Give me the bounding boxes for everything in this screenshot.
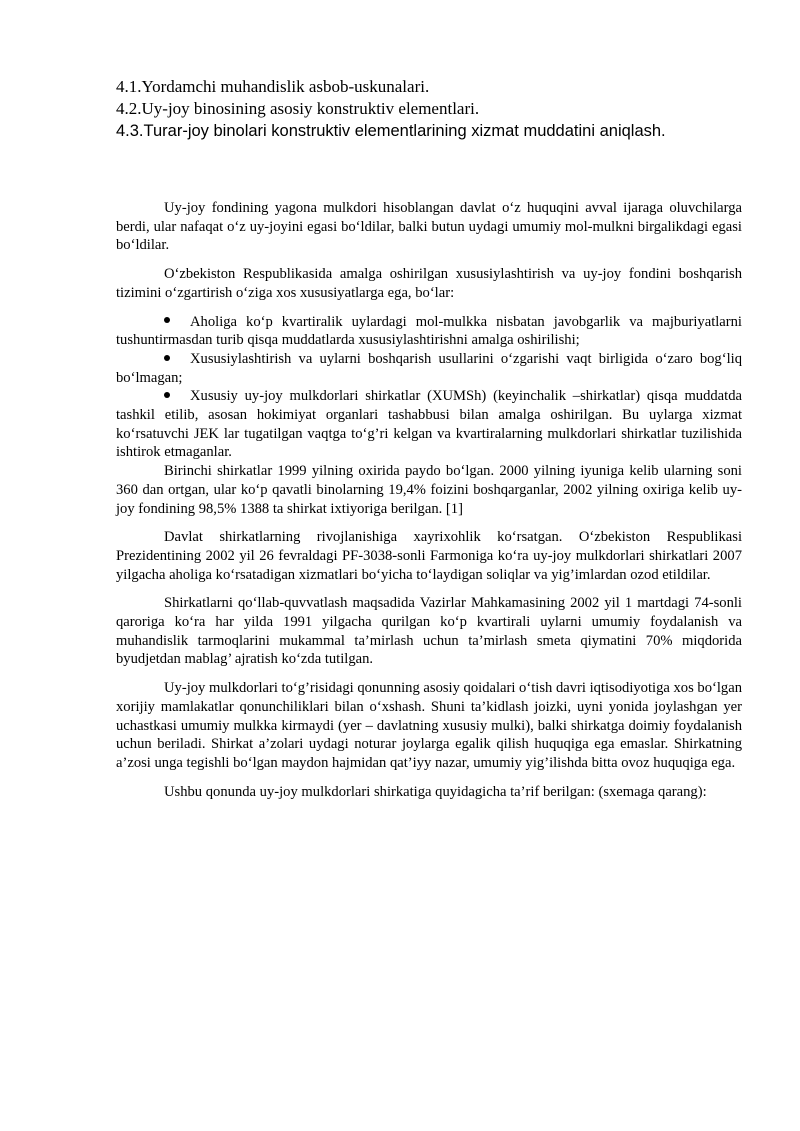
paragraph-6: Uy-joy mulkdorlari to‘g’risidagi qonunning asosiy qoidalari o‘tish davri iqtisodiyotiga xos bo‘lgan xorijiy mamlakatlar qonunchiliklari bilan o‘xshash. Shuni ta’kidlash joizki, uyni yonida joylashgan yer uchastkasi umumiy mulkka kirmaydi (yer – davlatning xususiy mulki), balki shirkatga doimiy foydalanish uchun beriladi. Shirkat a’zolari uydagi noturar joylarga egalik qilish huquqiga ega emaslar. Shirkatning a’zosi unga tegishli bo‘lgan maydon hajmidan qat’iyy nazar, umumiy yig’ilishda bitta ovoz huquqiga ega. (116, 680, 742, 771)
bullet-text-3: Xususiy uy-joy mulkdorlari shirkatlar (XUMSh) (keyinchalik –shirkatlar) qisqa muddatda tashkil etilib, asosan hokimiyat organlari tashabbusi bilan amalga oshirilgan. Bu uylarga xizmat ko‘rsatuvchi JEK lar tugatilgan vaqtga to‘g’ri kelgan va kvartiralarning mulkdorlari shirkatlar tuzilishida ishtirok etmaganlar. (116, 388, 742, 461)
paragraph-5: Shirkatlarni qo‘llab-quvvatlash maqsadida Vazirlar Mahkamasining 2002 yil 1 martdagi 74-sonli qaroriga ko‘ra har yilda 1991 yilgacha qurilgan ko‘p kvartirali uylarni umumiy foydalanish va muhandislik tarmoqlarini mukammal ta’mirlash uchun ta’mirlash smeta qiymatini 70% miqdorida byudjetdan mablag’ ajratish ko‘zda tutilgan. (116, 595, 742, 668)
bullet-text-1: Aholiga ko‘p kvartiralik uylardagi mol-mulkka nisbatan javobgarlik va majburiyatlarni tushuntirmasdan turib qisqa muddatlarda xususiylashtirishni amalga oshirilishi; (116, 313, 742, 349)
bullet-item-2 (116, 350, 742, 387)
heading-4-1: 4.1.Yordamchi muhandislik asbob-uskunalari. (116, 77, 430, 96)
paragraph-2: O‘zbekiston Respublikasida amalga oshirilgan xususiylashtirish va uy-joy fondini boshqarish tizimini o‘zgartirish o‘ziga xos xususiyatlarga ega, bo‘lar: (116, 266, 742, 301)
paragraph-3: Birinchi shirkatlar 1999 yilning oxirida paydo bo‘lgan. 2000 yilning iyuniga kelib ularning soni 360 dan ortgan, ular ko‘p qavatli binolarning 19,4% foizini boshqarganlar, 2002 yilning oxiriga kelib uy-joy fondining 98,5% 1388 ta shirkat ixtiyoriga berilgan. [1] (116, 463, 742, 517)
heading-4-3: 4.3.Turar-joy binolari konstruktiv elementlarining xizmat muddatini aniqlash. (116, 122, 666, 140)
body-text (116, 199, 742, 801)
heading-4-2: 4.2.Uy-joy binosining asosiy konstruktiv elementlari. (116, 99, 480, 118)
bullet-icon (164, 392, 170, 398)
bullet-text-2: Xususiylashtirish va uylarni boshqarish usullarini o‘zgarishi vaqt birligida o‘zaro bog‘liq bo‘lmagan; (116, 350, 742, 386)
bullet-item-3 (116, 387, 742, 462)
bullet-icon (164, 355, 170, 361)
paragraph-4: Davlat shirkatlarning rivojlanishiga xayrixohlik ko‘rsatgan. O‘zbekiston Respublikasi Prezidentining 2002 yil 26 fevraldagi PF-3038-sonli Farmoniga ko‘ra uy-joy mulkdorlari shirkatlari 2007 yilgacha aholiga ko‘rsatadigan xizmatlari bo‘yicha to‘laydigan soliqlar va yig’imlardan ozod etildilar. (116, 529, 742, 583)
bullet-item-1 (116, 313, 742, 350)
section-headings (116, 76, 756, 142)
paragraph-1: Uy-joy fondining yagona mulkdori hisoblangan davlat o‘z huquqini avval ijaraga oluvchilarga berdi, ular nafaqat o‘z uy-joyini egasi bo‘ldilar, balki butun uydagi umumiy mol-mulkni birgalikdagi egasi bo‘ldilar. (116, 200, 742, 254)
bullet-icon (164, 317, 170, 323)
paragraph-7: Ushbu qonunda uy-joy mulkdorlari shirkatiga quyidagicha ta’rif berilgan: (sxemaga qarang): (164, 783, 707, 800)
